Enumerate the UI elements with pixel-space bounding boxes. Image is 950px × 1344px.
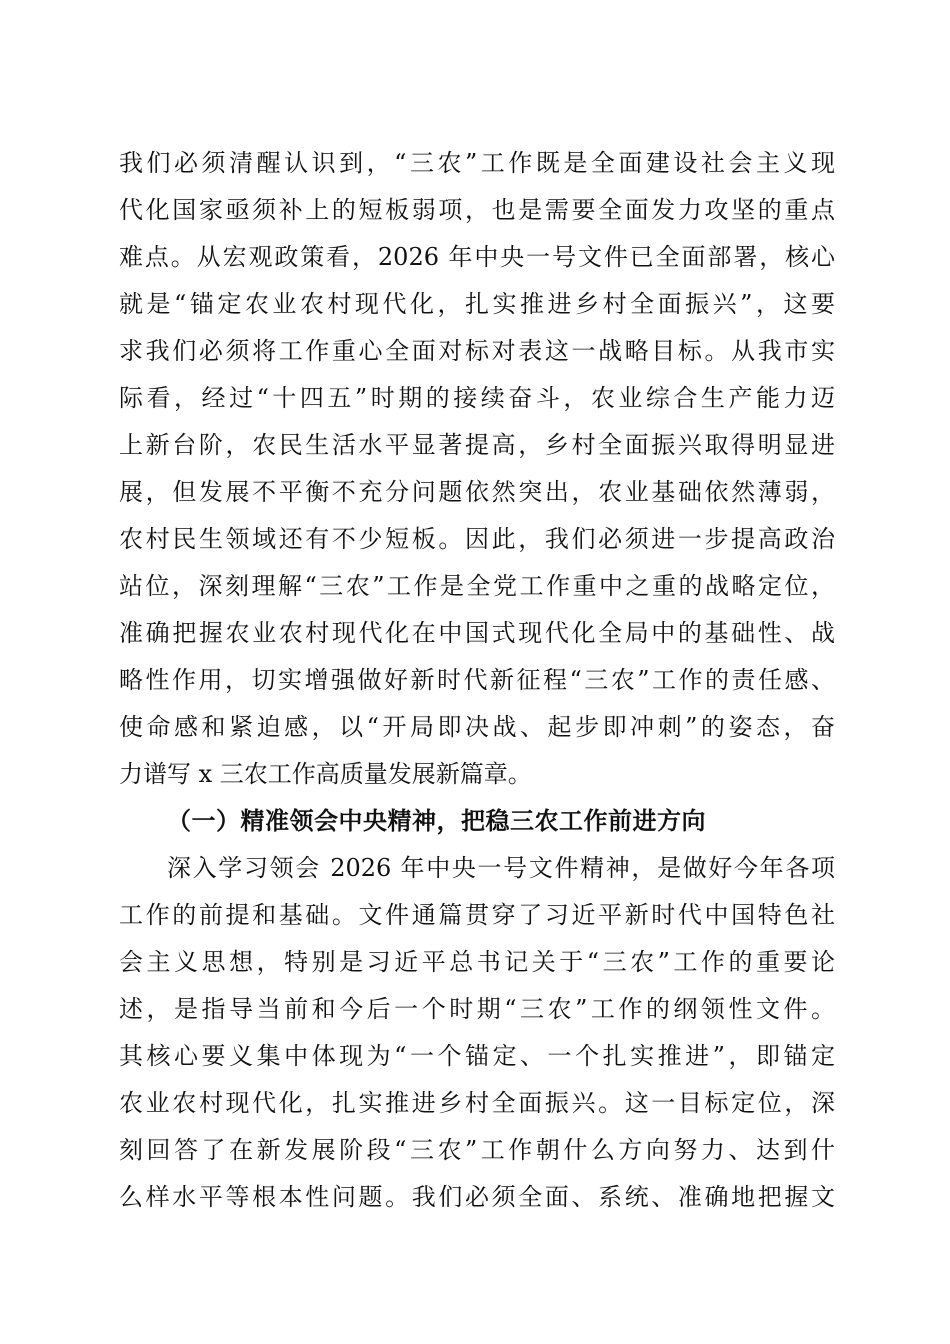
- text-line: 际看，经过“十四五”时期的接续奋斗，农业综合生产能力迈: [119, 384, 835, 412]
- text-line: 工作的前提和基础。文件通篇贯穿了习近平新时代中国特色社: [119, 901, 835, 929]
- text-line: 代化国家亟须补上的短板弱项，也是需要全面发力攻坚的重点: [119, 196, 835, 224]
- text-line: 农业农村现代化，扎实推进乡村全面振兴。这一目标定位，深: [119, 1089, 835, 1117]
- text-line: 我们必须清醒认识到，“三农”工作既是全面建设社会主义现: [119, 149, 835, 177]
- text-line: 略性作用，切实增强做好新时代新征程“三农”工作的责任感、: [119, 666, 835, 694]
- text-line: 准确把握农业农村现代化在中国式现代化全局中的基础性、战: [119, 619, 835, 647]
- text-line: 么样水平等根本性问题。我们必须全面、系统、准确地把握文: [119, 1183, 835, 1211]
- text-line: 上新台阶，农民生活水平显著提高，乡村全面振兴取得明显进: [119, 431, 835, 459]
- text-line: 站位，深刻理解“三农”工作是全党工作重中之重的战略定位，: [119, 572, 835, 600]
- text-line: 就是“锚定农业农村现代化，扎实推进乡村全面振兴”，这要: [119, 290, 835, 318]
- text-line: 求我们必须将工作重心全面对标对表这一战略目标。从我市实: [119, 337, 835, 365]
- text-line: 使命感和紧迫感，以“开局即决战、起步即冲刺”的姿态，奋: [119, 713, 835, 741]
- text-line: 述，是指导当前和今后一个时期“三农”工作的纲领性文件。: [119, 995, 835, 1023]
- text-line: 力谱写 x 三农工作高质量发展新篇章。: [119, 760, 532, 788]
- section-heading: （一）精准领会中央精神，把稳三农工作前进方向: [167, 806, 706, 835]
- text-line: 农村民生领域还有不少短板。因此，我们必须进一步提高政治: [119, 525, 835, 553]
- text-line: 难点。从宏观政策看，2026 年中央一号文件已全面部署，核心: [119, 243, 835, 271]
- text-line: 会主义思想，特别是习近平总书记关于“三农”工作的重要论: [119, 948, 835, 976]
- text-line: 展，但发展不平衡不充分问题依然突出，农业基础依然薄弱，: [119, 478, 835, 506]
- text-line: 刻回答了在新发展阶段“三农”工作朝什么方向努力、达到什: [119, 1136, 835, 1164]
- text-line: 其核心要义集中体现为“一个锚定、一个扎实推进”，即锚定: [119, 1042, 835, 1070]
- text-line: 深入学习领会 2026 年中央一号文件精神，是做好今年各项: [167, 854, 835, 882]
